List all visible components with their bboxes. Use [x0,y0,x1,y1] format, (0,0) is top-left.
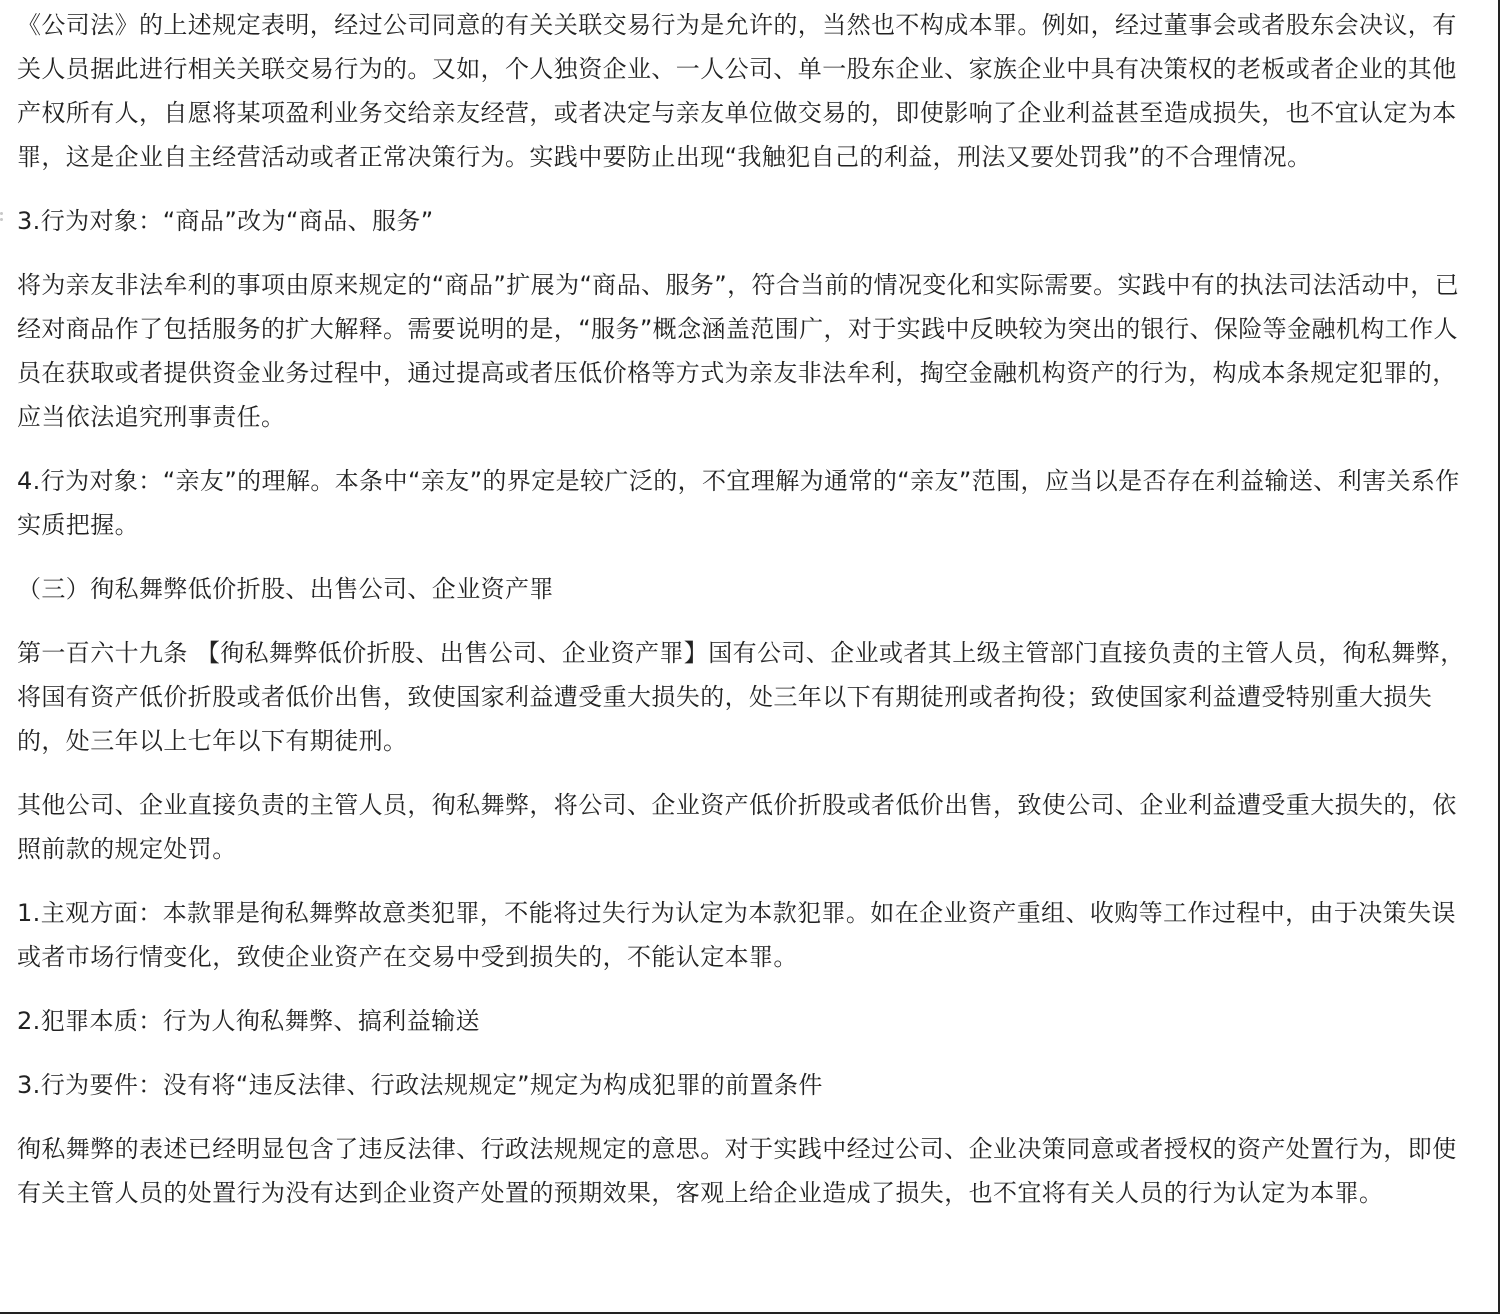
paragraph-crime-nature: 2.犯罪本质：行为人徇私舞弊、搞利益输送 [17,1007,480,1035]
paragraph-favoritism-meaning: 徇私舞弊的表述已经明显包含了违反法律、行政法规规定的意思。对于实践中经过公司、企业决策同意或者授权的资产处置行为，即使有关主管人员的处置行为没有达到企业资产处置的预期效果，客观上给企业造成了损失，也不宜将有关人员的行为认定为本罪。 [17,1135,1457,1207]
drag-handle-icon[interactable] [0,212,4,230]
heading-item-3-text: 3.行为对象：“商品”改为“商品、服务” [17,207,434,235]
paragraph-other-companies: 其他公司、企业直接负责的主管人员，徇私舞弊，将公司、企业资产低价折股或者低价出售，致使公司、企业利益遭受重大损失的，依照前款的规定处罚。 [17,791,1457,863]
article-number: 第一百六十九条 [17,639,188,667]
heading-item-3-object [17,199,1469,243]
document-body [17,0,1469,1235]
paragraph-behavior-elements: 3.行为要件：没有将“违反法律、行政法规规定”规定为构成犯罪的前置条件 [17,1071,823,1099]
paragraph-article-169 [17,631,1469,763]
paragraph-goods-services: 将为亲友非法牟利的事项由原来规定的“商品”扩展为“商品、服务”，符合当前的情况变化和实际需要。实践中有的执法司法活动中，已经对商品作了包括服务的扩大解释。需要说明的是，“服务”概念涵盖范围广，对于实践中反映较为突出的银行、保险等金融机构工作人员在获取或者提供资金业务过程中，通过提高或者压低价格等方式为亲友非法牟利，掏空金融机构资产的行为，构成本条规定犯罪的，应当依法追究刑事责任。 [17,271,1460,431]
article-body: 【徇私舞弊低价折股、出售公司、企业资产罪】国有公司、企业或者其上级主管部门直接负责的主管人员，徇私舞弊，将国有资产低价折股或者低价出售，致使国家利益遭受重大损失的，处三年以下有期徒刑或者拘役；致使国家利益遭受特别重大损失的，处三年以上七年以下有期徒刑。 [17,639,1465,755]
paragraph-relatives-definition: 4.行为对象：“亲友”的理解。本条中“亲友”的界定是较广泛的，不宜理解为通常的“亲友”范围，应当以是否存在利益输送、利害关系作实质把握。 [17,467,1460,539]
paragraph-subjective-aspect: 1.主观方面：本款罪是徇私舞弊故意类犯罪，不能将过失行为认定为本款犯罪。如在企业资产重组、收购等工作过程中，由于决策失误或者市场行情变化，致使企业资产在交易中受到损失的，不能认定本罪。 [17,899,1456,971]
section-heading-three: （三）徇私舞弊低价折股、出售公司、企业资产罪 [17,575,554,603]
paragraph-company-law-related-transactions: 《公司法》的上述规定表明，经过公司同意的有关关联交易行为是允许的，当然也不构成本罪。例如，经过董事会或者股东会决议，有关人员据此进行相关关联交易行为的。又如，个人独资企业、一人公司、单一股东企业、家族企业中具有决策权的老板或者企业的其他产权所有人，自愿将某项盈利业务交给亲友经营，或者决定与亲友单位做交易的，即使影响了企业利益甚至造成损失，也不宜认定为本罪，这是企业自主经营活动或者正常决策行为。实践中要防止出现“我触犯自己的利益，刑法又要处罚我”的不合理情况。 [17,11,1457,171]
